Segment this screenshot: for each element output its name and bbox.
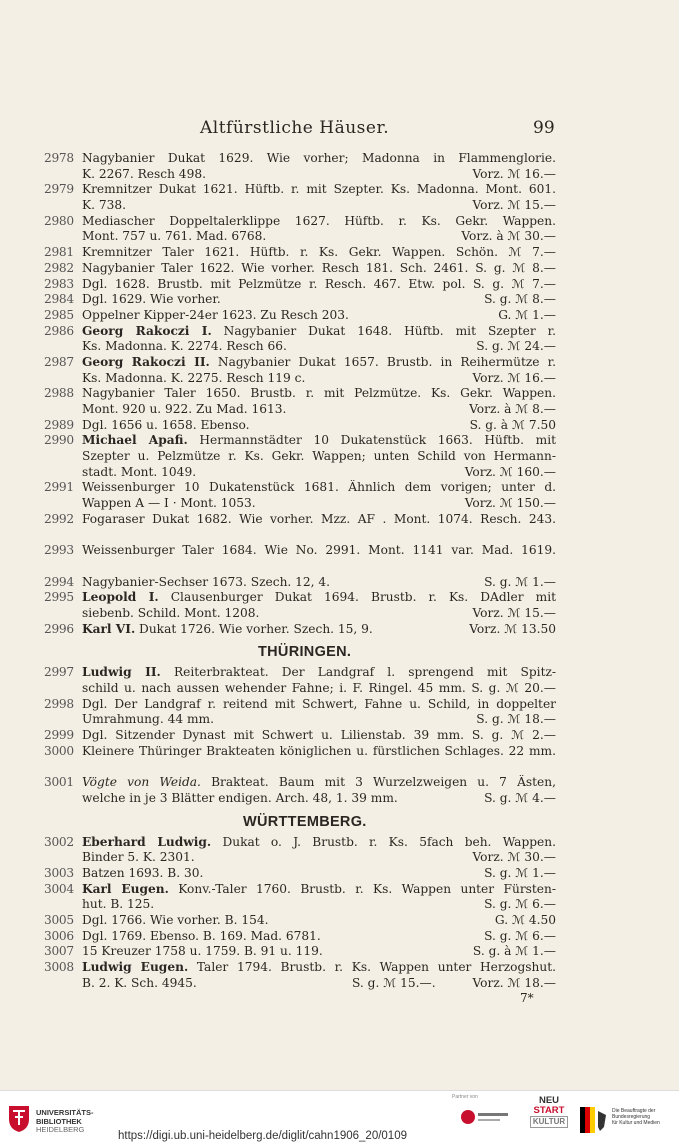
entry-text: Weissenburger Taler 1684. Wie No. 2991. Mont. 1141 var. Mad. 1619. — [82, 543, 556, 558]
partner-logo-icon — [452, 1101, 512, 1135]
entry-line — [0, 543, 679, 559]
running-title: Altfürstliche Häuser. — [200, 118, 390, 138]
entry-number: 3003 — [44, 865, 74, 880]
viewer-footer — [0, 1090, 679, 1146]
entry-number: 3008 — [44, 960, 74, 974]
ruler-name: Ludwig Eugen. — [82, 960, 189, 974]
entry-text: Szepter u. Pelzmütze r. Ks. Gekr. Wappen; unten Schild von Hermann- — [82, 449, 556, 464]
entry-number: 2989 — [44, 417, 74, 432]
entry-number: 2991 — [44, 480, 74, 495]
entry-price: Vorz. ℳ 18.— — [472, 975, 556, 990]
entry-line — [0, 261, 679, 277]
entry-line — [0, 606, 679, 622]
entry-line — [0, 229, 679, 245]
entry-line — [0, 929, 679, 945]
entry-line — [0, 402, 679, 418]
entry-price: S. g. ℳ 4.— — [484, 790, 556, 805]
entry-number: 2981 — [44, 245, 74, 260]
entry-line — [0, 528, 679, 544]
entry-text: Leopold I. Clausenburger Dukat 1694. Brustb. r. Ks. DAdler mit — [82, 590, 556, 605]
entry-grade: S. g. ℳ 15.—. — [352, 975, 436, 990]
entry-text: siebenb. Schild. Mont. 1208. Vorz. ℳ 15.— — [82, 605, 556, 620]
neustart-kultur-logo: NEU START KULTUR — [530, 1096, 568, 1128]
entry-price: Vorz. à ℳ 30.— — [461, 229, 556, 244]
entry-line — [0, 575, 679, 591]
entry-number: 2984 — [44, 292, 74, 307]
entry-price: Vorz. ℳ 160.— — [464, 464, 556, 479]
ruler-name: Ludwig II. — [82, 665, 161, 680]
entry-number: 3002 — [44, 834, 74, 849]
entry-text: Mediascher Doppeltalerklippe 1627. Hüftb. r. Ks. Gekr. Wappen. — [82, 213, 556, 228]
entry-line — [0, 913, 679, 929]
entry-price: S. g. ℳ 8.— — [484, 292, 556, 307]
entry-number: 2986 — [44, 323, 74, 338]
ruler-name: Georg Rakoczi I. — [82, 323, 212, 338]
entry-number: 2994 — [44, 574, 74, 589]
entry-price: Vorz. ℳ 30.— — [472, 850, 556, 865]
entry-number: 3000 — [44, 743, 74, 758]
bkm-label: Die Beauftragte der Bundesregierung für Kultur und Medien — [612, 1108, 660, 1126]
entry-line — [0, 418, 679, 434]
entry-line — [0, 292, 679, 308]
entry-text: Nagybanier Taler 1622. Wie vorher. Resch 181. Sch. 2461. S. g. ℳ 8.— — [82, 260, 556, 275]
entry-line — [0, 449, 679, 465]
entry-line — [0, 182, 679, 198]
entry-line — [0, 151, 679, 167]
entry-number: 3004 — [44, 881, 74, 896]
entry-line — [0, 277, 679, 293]
signature-mark — [0, 991, 679, 1006]
entry-text: Ks. Madonna. K. 2275. Resch 119 c. Vorz. ℳ 16.— — [82, 370, 556, 385]
entry-price: S. g. ℳ 1.— — [484, 574, 556, 589]
entry-text: Ludwig II. Reiterbrakteat. Der Landgraf l. sprengend mit Spitz- — [82, 665, 556, 680]
entry-text: Nagybanier Taler 1650. Brustb. r. mit Pelzmütze. Ks. Gekr. Wappen. — [82, 386, 556, 401]
entry-line — [0, 622, 679, 638]
entry-text: Michael Apafi. Hermannstädter 10 Dukatenstück 1663. Hüftb. mit — [82, 433, 556, 448]
entry-text: Ludwig Eugen. Taler 1794. Brustb. r. Ks. Wappen unter Herzogshut. — [82, 960, 556, 974]
entry-line — [0, 559, 679, 575]
entry-text: Dgl. Der Landgraf r. reitend mit Schwert, Fahne u. Schild, in doppelter — [82, 696, 556, 711]
entry-line — [0, 433, 679, 449]
entry-line — [0, 245, 679, 261]
section-title: THÜRINGEN. — [258, 644, 352, 661]
entry-text: Nagybanier Dukat 1629. Wie vorher; Madonna in Flammenglorie. — [82, 151, 556, 165]
entry-line — [0, 198, 679, 214]
entry-number: 2985 — [44, 307, 74, 322]
entry-number: 2987 — [44, 354, 74, 369]
entry-text: K. 738. Vorz. ℳ 15.— — [82, 198, 556, 213]
entry-number: 2999 — [44, 728, 74, 743]
entry-line — [0, 371, 679, 387]
entry-number: 2996 — [44, 621, 74, 636]
entry-text: Mont. 920 u. 922. Zu Mad. 1613. Vorz. à ℳ 8.— — [82, 402, 556, 416]
entry-line — [0, 308, 679, 324]
entry-text: Dgl. 1629. Wie vorher. S. g. ℳ 8.— — [82, 292, 556, 307]
entry-price: S. g. ℳ 18.— — [476, 712, 556, 727]
document-url-link[interactable]: https://digi.ub.uni-heidelberg.de/diglit/cahn1906_20/0109 — [118, 1130, 407, 1142]
entry-line — [0, 465, 679, 481]
university-name: UNIVERSITÄTS- BIBLIOTHEK HEIDELBERG — [36, 1108, 94, 1134]
ruler-name: Michael Apafi. — [82, 433, 188, 448]
entry-line — [0, 712, 679, 728]
ruler-name: Vögte von Weida. — [82, 775, 201, 790]
entry-line — [0, 386, 679, 402]
entry-number: 3006 — [44, 928, 74, 943]
ruler-name: Karl VI. — [82, 621, 136, 636]
section-heading-wurttemberg — [0, 807, 679, 835]
entry-text: Dgl. 1769. Ebenso. B. 169. Mad. 6781. S. g. ℳ 6.— — [82, 928, 556, 943]
entry-number: 2980 — [44, 213, 74, 228]
entry-number: 2993 — [44, 543, 74, 558]
entry-text: schild u. nach aussen wehender Fahne; i. F. Ringel. 45 mm. S. g. ℳ 20.— — [82, 681, 556, 695]
ruler-name: Karl Eugen. — [82, 881, 169, 896]
entry-price: S. g. à ℳ 7.50 — [469, 417, 556, 432]
entry-text: Kremnitzer Taler 1621. Hüftb. r. Ks. Gekr. Wappen. Schön. ℳ 7.— — [82, 245, 556, 260]
entry-line — [0, 324, 679, 340]
entry-line — [0, 759, 679, 775]
entry-line — [0, 697, 679, 713]
entry-line — [0, 214, 679, 230]
entry-text: Karl Eugen. Konv.-Taler 1760. Brustb. r. Ks. Wappen unter Fürsten- — [82, 881, 556, 896]
entry-text: Oppelner Kipper-24er 1623. Zu Resch 203. G. ℳ 1.— — [82, 307, 556, 322]
entry-number: 2983 — [44, 276, 74, 291]
entry-price: S. g. ℳ 1.— — [484, 865, 556, 880]
entry-price: Vorz. ℳ 150.— — [464, 496, 556, 511]
entry-price: G. ℳ 1.— — [498, 307, 556, 322]
ruler-name: Eberhard Ludwig. — [82, 834, 212, 849]
entry-text: Wappen A — I · Mont. 1053. Vorz. ℳ 150.— — [82, 496, 556, 511]
entry-text: Kremnitzer Dukat 1621. Hüftb. r. mit Szepter. Ks. Madonna. Mont. 601. — [82, 182, 556, 197]
entry-text: Vögte von Weida. Brakteat. Baum mit 3 Wurzelzweigen u. 7 Ästen, — [82, 775, 556, 790]
entry-price: S. g. ℳ 6.— — [484, 897, 556, 912]
entry-line — [0, 866, 679, 882]
entry-line — [0, 960, 679, 976]
entry-text: Georg Rakoczi I. Nagybanier Dukat 1648. Hüftb. mit Szepter r. — [82, 323, 556, 338]
entry-text: Dgl. 1766. Wie vorher. B. 154. G. ℳ 4.50 — [82, 912, 556, 927]
catalog-entries — [0, 151, 679, 1006]
entry-price: Vorz. ℳ 15.— — [472, 605, 556, 620]
entry-text: 15 Kreuzer 1758 u. 1759. B. 91 u. 119. S. g. à ℳ 1.— — [82, 944, 556, 959]
entry-text: Mont. 757 u. 761. Mad. 6768. Vorz. à ℳ 30.— — [82, 229, 556, 244]
entry-line — [0, 339, 679, 355]
entry-text: Fogaraser Dukat 1682. Wie vorher. Mzz. AF . Mont. 1074. Resch. 243. — [82, 511, 556, 526]
entry-number: 3007 — [44, 944, 74, 959]
entry-line — [0, 728, 679, 744]
entry-line — [0, 167, 679, 183]
entry-price: Vorz. ℳ 13.50 — [469, 621, 556, 636]
entry-price: G. ℳ 4.50 — [494, 912, 556, 927]
entry-number: 2990 — [44, 433, 74, 448]
entry-price: S. g. à ℳ 1.— — [472, 944, 556, 959]
entry-line — [0, 355, 679, 371]
entry-price: S. g. ℳ 6.— — [484, 928, 556, 943]
entry-price: S. g. ℳ 24.— — [476, 339, 556, 354]
entry-text: Ks. Madonna. K. 2274. Resch 66. S. g. ℳ 24.— — [82, 339, 556, 354]
entry-line — [0, 496, 679, 512]
entry-number: 2992 — [44, 511, 74, 526]
entry-line — [0, 665, 679, 681]
entry-line — [0, 681, 679, 697]
partner-label: Partner von — [452, 1094, 478, 1100]
page-number: 99 — [533, 118, 555, 138]
entry-price: Vorz. à ℳ 8.— — [469, 402, 556, 416]
entry-price: Vorz. ℳ 16.— — [472, 166, 556, 181]
entry-line — [0, 882, 679, 898]
entry-text: Batzen 1693. B. 30. S. g. ℳ 1.— — [82, 865, 556, 880]
entry-text: Karl VI. Dukat 1726. Wie vorher. Szech. 15, 9. Vorz. ℳ 13.50 — [82, 621, 556, 636]
entry-text: Weissenburger 10 Dukatenstück 1681. Ähnlich dem vorigen; unter d. — [82, 480, 556, 495]
entry-text: B. 2. K. Sch. 4945. S. g. ℳ 15.—. Vorz. ℳ 18.— — [82, 975, 556, 990]
page-header — [0, 118, 679, 138]
ruler-name: Leopold I. — [82, 590, 159, 605]
entry-line — [0, 744, 679, 760]
entry-line — [0, 976, 679, 992]
entry-line — [0, 791, 679, 807]
signature-text: 7* — [520, 991, 534, 1006]
entry-line — [0, 512, 679, 528]
entry-text: Umrahmung. 44 mm. S. g. ℳ 18.— — [82, 712, 556, 727]
university-seal-icon — [6, 1103, 32, 1133]
section-heading-thuringen — [0, 637, 679, 665]
entry-number: 2978 — [44, 151, 74, 165]
entry-line — [0, 944, 679, 960]
entry-number: 2988 — [44, 386, 74, 401]
entry-number: 3005 — [44, 912, 74, 927]
entry-text: Dgl. Sitzender Dynast mit Schwert u. Lilienstab. 39 mm. S. g. ℳ 2.— — [82, 728, 556, 743]
entry-text: Eberhard Ludwig. Dukat o. J. Brustb. r. Ks. 5fach beh. Wappen. — [82, 834, 556, 849]
entry-text: Dgl. 1656 u. 1658. Ebenso. S. g. à ℳ 7.50 — [82, 417, 556, 432]
entry-text: stadt. Mont. 1049. Vorz. ℳ 160.— — [82, 464, 556, 479]
ruler-name: Georg Rakoczi II. — [82, 354, 210, 369]
entry-number: 2998 — [44, 696, 74, 711]
entry-line — [0, 897, 679, 913]
entry-text: welche in je 3 Blätter endigen. Arch. 48, 1. 39 mm. S. g. ℳ 4.— — [82, 790, 556, 805]
entry-price: Vorz. ℳ 16.— — [472, 370, 556, 385]
entry-text: Georg Rakoczi II. Nagybanier Dukat 1657. Brustb. in Reihermütze r. — [82, 354, 556, 369]
entry-line — [0, 775, 679, 791]
entry-text: K. 2267. Resch 498. Vorz. ℳ 16.— — [82, 166, 556, 181]
entry-number: 2995 — [44, 590, 74, 605]
entry-number: 2997 — [44, 665, 74, 680]
entry-number: 3001 — [44, 775, 74, 790]
entry-price: Vorz. ℳ 15.— — [472, 198, 556, 213]
entry-text: Nagybanier-Sechser 1673. Szech. 12, 4. S. g. ℳ 1.— — [82, 574, 556, 589]
section-title: WÜRTTEMBERG. — [243, 813, 367, 830]
entry-text: hut. B. 125. S. g. ℳ 6.— — [82, 897, 556, 912]
entry-number: 2982 — [44, 260, 74, 275]
entry-line — [0, 480, 679, 496]
entry-text: Kleinere Thüringer Brakteaten königlichen u. fürstlichen Schlages. 22 mm. — [82, 743, 556, 758]
entry-text: Dgl. 1628. Brustb. mit Pelzmütze r. Resch. 467. Etw. pol. S. g. ℳ 7.— — [82, 276, 556, 291]
entry-line — [0, 850, 679, 866]
entry-number: 2979 — [44, 182, 74, 197]
entry-line — [0, 835, 679, 851]
entry-line — [0, 590, 679, 606]
entry-text: Binder 5. K. 2301. Vorz. ℳ 30.— — [82, 850, 556, 865]
